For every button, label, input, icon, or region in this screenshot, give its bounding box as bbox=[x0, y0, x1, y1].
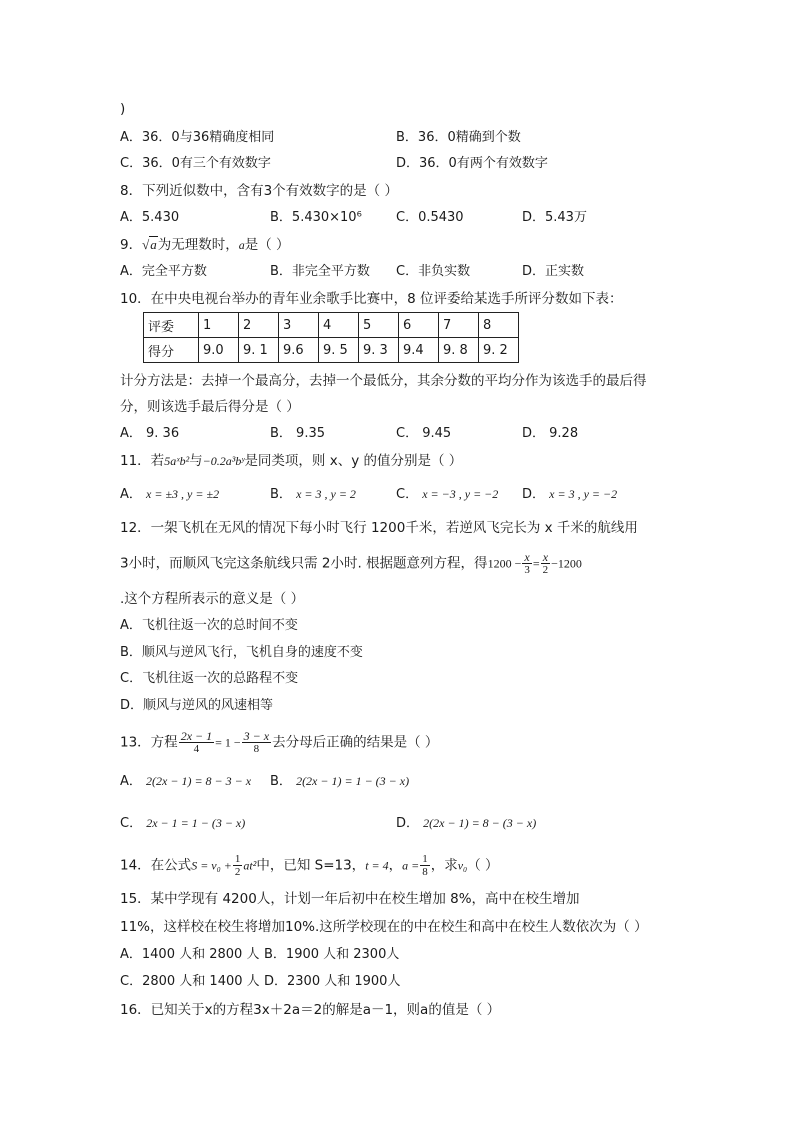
q12-line3: .这个方程所表示的意义是（ ） bbox=[120, 591, 305, 607]
frac-num: 1 bbox=[234, 853, 241, 865]
q14-a-label: a = bbox=[402, 858, 420, 873]
q8-option-d: D．5.43万 bbox=[522, 210, 587, 225]
frac-den: 2 bbox=[542, 564, 549, 576]
q11-term2: −0.2a³bʸ bbox=[202, 454, 245, 468]
q12-eq-right: −1200 bbox=[551, 556, 582, 571]
frac-num: x bbox=[522, 551, 532, 564]
q14-paren: （ ） bbox=[467, 857, 499, 874]
q12-line2 bbox=[120, 551, 582, 576]
q13-stem bbox=[120, 730, 438, 755]
q9-number: 9． bbox=[120, 237, 143, 253]
table-head-score: 得分 bbox=[144, 338, 199, 363]
option-math: x = −3 , y = −2 bbox=[422, 487, 499, 501]
q10-note-line2: 分，则该选手最后得分是（ ） bbox=[120, 399, 300, 415]
q14-stem bbox=[120, 853, 499, 878]
q10-option-d: D． 9.28 bbox=[522, 426, 579, 441]
q7-option-a: A．36．0与36精确度相同 bbox=[120, 130, 275, 145]
table-row-judges bbox=[144, 313, 519, 338]
q13-option-b bbox=[270, 772, 409, 791]
score-cell: 9.6 bbox=[279, 338, 319, 363]
frac-num: 1 bbox=[422, 853, 428, 865]
q14-v0: v₀ bbox=[457, 858, 468, 873]
option-letter: A． bbox=[120, 487, 142, 502]
option-math: 2(2x − 1) = 8 − (3 − x) bbox=[423, 816, 537, 830]
judge-cell: 3 bbox=[279, 313, 319, 338]
q14-mid: 中，已知 S=13， bbox=[256, 857, 366, 874]
q15-option-a: A．1400 人和 2800 人 bbox=[120, 947, 260, 962]
q12-line2-text: 3小时，而顺风飞完这条航线只需 2小时. 根据题意列方程，得 bbox=[120, 555, 488, 572]
q12-eq-mid: = bbox=[532, 556, 540, 571]
option-letter: A． bbox=[120, 774, 142, 789]
q12-eq-left: 1200 − bbox=[487, 556, 522, 571]
judge-cell: 1 bbox=[199, 313, 239, 338]
q11-end: 是同类项，则 x、y 的值分别是（ ） bbox=[244, 453, 463, 469]
option-letter: B． bbox=[270, 487, 292, 502]
q16-stem: 16．已知关于x的方程3x＋2a＝2的解是a－1，则a的值是（ ） bbox=[120, 1002, 501, 1018]
option-letter: B． bbox=[270, 774, 292, 789]
frac-num: 3 − x bbox=[243, 729, 270, 743]
q15-line1: 15．某中学现有 4200人，计划一年后初中在校生增加 8%，高中在校生增加 bbox=[120, 891, 580, 907]
q13-option-c bbox=[120, 814, 245, 833]
q11-option-d bbox=[522, 485, 617, 504]
option-letter: D． bbox=[522, 487, 546, 502]
judge-cell: 4 bbox=[319, 313, 359, 338]
frac-den: 4 bbox=[193, 743, 200, 755]
q9-var: a bbox=[238, 238, 245, 252]
option-math: x = 3 , y = −2 bbox=[549, 487, 618, 501]
q7-continuation: ) bbox=[120, 101, 126, 117]
q9-radicand: a bbox=[150, 237, 157, 252]
q9-stem bbox=[120, 236, 290, 254]
q7-option-d: D．36．0有两个有效数字 bbox=[396, 156, 548, 171]
score-cell: 9.4 bbox=[399, 338, 439, 363]
frac-den: 8 bbox=[422, 866, 428, 878]
q12-fraction1 bbox=[522, 551, 532, 576]
q15-option-b: B．1900 人和 2300人 bbox=[264, 947, 400, 962]
q7-option-b: B．36．0精确到个数 bbox=[396, 130, 521, 145]
q14-fraction-half bbox=[233, 853, 243, 878]
score-cell: 9. 3 bbox=[359, 338, 399, 363]
score-cell: 9. 2 bbox=[479, 338, 519, 363]
q8-stem: 8．下列近似数中，含有3个有效数字的是（ ） bbox=[120, 183, 398, 199]
q14-comma: ， bbox=[388, 857, 403, 874]
judge-cell: 5 bbox=[359, 313, 399, 338]
q12-option-d: D．顺风与逆风的风速相等 bbox=[120, 698, 274, 713]
score-cell: 9.0 bbox=[199, 338, 239, 363]
q11-option-c bbox=[396, 485, 498, 504]
judge-cell: 8 bbox=[479, 313, 519, 338]
q15-option-d: D．2300 人和 1900人 bbox=[264, 974, 401, 989]
q11-stem bbox=[120, 452, 462, 470]
q11-option-b bbox=[270, 485, 356, 504]
option-math: x = 3 , y = 2 bbox=[296, 487, 356, 501]
q9-option-b: B．非完全平方数 bbox=[270, 264, 370, 279]
q15-option-c: C．2800 人和 1400 人 bbox=[120, 974, 260, 989]
q7-option-c: C．36．0有三个有效数字 bbox=[120, 156, 271, 171]
q14-formula-left: S = v₀ + bbox=[191, 858, 232, 873]
q8-option-a: A．5.430 bbox=[120, 210, 180, 225]
option-letter: C． bbox=[396, 487, 419, 502]
frac-num: x bbox=[541, 551, 551, 564]
q8-option-b: B．5.430×10⁶ bbox=[270, 210, 362, 225]
q10-option-c: C． 9.45 bbox=[396, 426, 452, 441]
score-cell: 9. 1 bbox=[239, 338, 279, 363]
q9-option-a: A．完全平方数 bbox=[120, 264, 207, 279]
q12-option-a: A．飞机往返一次的总时间不变 bbox=[120, 618, 298, 633]
q9-mid: 为无理数时， bbox=[157, 237, 239, 253]
q9-option-d: D．正实数 bbox=[522, 264, 585, 279]
frac-den: 2 bbox=[234, 866, 241, 878]
q13-fraction2 bbox=[242, 730, 271, 755]
q11-option-a bbox=[120, 485, 219, 504]
q10-option-a: A． 9. 36 bbox=[120, 426, 180, 441]
q14-fraction-a bbox=[420, 853, 430, 878]
q11-number: 11．若 bbox=[120, 453, 165, 469]
q9-option-c: C．非负实数 bbox=[396, 264, 471, 279]
option-letter: D． bbox=[396, 816, 420, 831]
q12-option-b: B．顺风与逆风飞行，飞机自身的速度不变 bbox=[120, 645, 363, 660]
option-math: x = ±3 , y = ±2 bbox=[146, 487, 220, 501]
judge-cell: 6 bbox=[399, 313, 439, 338]
q13-end: 去分母后正确的结果是（ ） bbox=[272, 734, 439, 751]
option-math: 2(2x − 1) = 1 − (3 − x) bbox=[296, 774, 410, 788]
score-cell: 9. 5 bbox=[319, 338, 359, 363]
judge-cell: 2 bbox=[239, 313, 279, 338]
table-head-judge: 评委 bbox=[144, 313, 199, 338]
q13-fraction1 bbox=[179, 730, 214, 755]
judge-cell: 7 bbox=[439, 313, 479, 338]
q13-number: 13．方程 bbox=[120, 734, 178, 751]
q14-formula-right: at² bbox=[243, 858, 257, 873]
q14-end: ，求 bbox=[430, 857, 458, 874]
q10-stem: 10．在中央电视台举办的青年业余歌手比赛中，8 位评委给某选手所评分数如下表： bbox=[120, 291, 623, 307]
option-letter: C． bbox=[120, 816, 143, 831]
frac-den: 3 bbox=[524, 564, 530, 576]
q14-number: 14．在公式 bbox=[120, 857, 192, 874]
option-math: 2x − 1 = 1 − (3 − x) bbox=[146, 816, 246, 830]
q14-t-value: t = 4 bbox=[365, 858, 389, 873]
frac-den: 8 bbox=[253, 743, 260, 755]
q11-with: 与 bbox=[189, 453, 203, 469]
q10-note-line1: 计分方法是：去掉一个最高分，去掉一个最低分，其余分数的平均分作为该选手的最后得 bbox=[120, 373, 647, 389]
q8-option-c: C．0.5430 bbox=[396, 210, 464, 225]
q15-line2: 11%，这样校在校生将增加10%.这所学校现在的中在校生和高中在校生人数依次为（ ） bbox=[120, 919, 648, 935]
q13-mid: = 1 − bbox=[215, 735, 241, 750]
q13-option-d bbox=[396, 814, 536, 833]
q12-option-c: C．飞机往返一次的总路程不变 bbox=[120, 671, 299, 686]
sqrt-symbol: √a bbox=[142, 237, 157, 252]
q13-option-a bbox=[120, 772, 251, 791]
q12-fraction2 bbox=[541, 551, 551, 576]
table-row-scores bbox=[144, 338, 519, 363]
q9-end: 是（ ） bbox=[244, 237, 290, 253]
score-cell: 9. 8 bbox=[439, 338, 479, 363]
q11-term1: 5aˣb² bbox=[164, 454, 190, 468]
score-table bbox=[143, 312, 519, 363]
option-math: 2(2x − 1) = 8 − 3 − x bbox=[146, 774, 252, 788]
q10-option-b: B． 9.35 bbox=[270, 426, 325, 441]
frac-num: 2x − 1 bbox=[180, 729, 213, 743]
q12-line1: 12．一架飞机在无风的情况下每小时飞行 1200千米，若逆风飞完长为 x 千米的航线用 bbox=[120, 520, 638, 536]
